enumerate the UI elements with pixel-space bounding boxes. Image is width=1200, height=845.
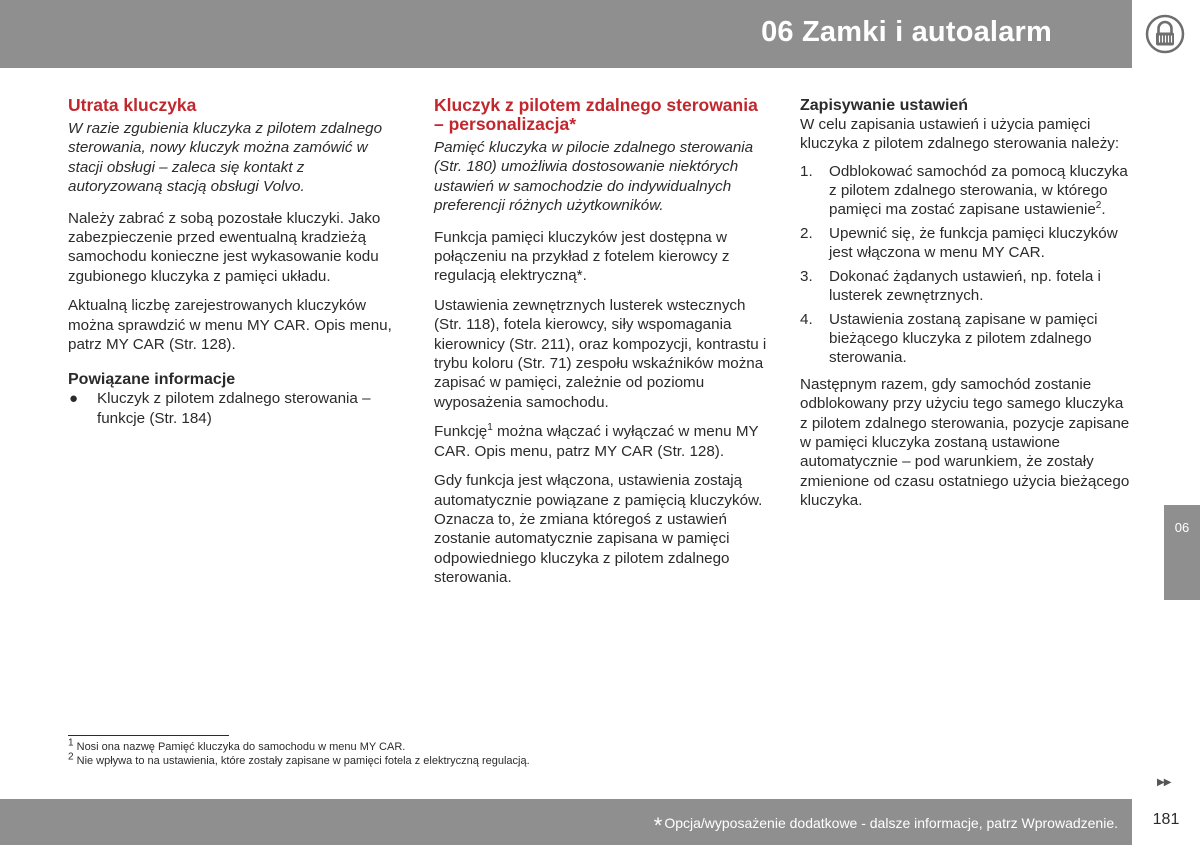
related-info-item-text: Kluczyk z pilotem zdalnego sterowania – funkcje (Str. 184) (97, 390, 371, 427)
step-text: Odblokować samochód za pomocą kluczyka z pilotem zdalnego sterowania, w którego pamięci ma zostać zapisane ustawienie (829, 162, 1128, 218)
optional-star-icon: * (653, 813, 663, 838)
step-item (800, 224, 1135, 262)
step-item (800, 162, 1135, 219)
paragraph-3-end: można włączać i wyłączać w menu MY CAR. Opis menu, patrz MY CAR (Str. 128). (434, 423, 759, 460)
footnote-number: 2 (68, 751, 74, 763)
related-info-heading: Powiązane informacje (68, 371, 236, 389)
footer-note (654, 813, 1118, 839)
step-number: 1. (800, 162, 813, 180)
personalization-paragraph-1: Funkcja pamięci kluczyków jest dostępna w połączeniu na przykład z fotelem kierowcy z regulacją elektryczną*. (434, 228, 730, 285)
footnote-2 (68, 751, 530, 768)
step-number: 4. (800, 310, 813, 328)
footnote-text: Nosi ona nazwę Pamięć kluczyka do samochodu w menu MY CAR. (73, 741, 406, 753)
paragraph-3-start: Funkcję (434, 423, 488, 441)
lost-key-paragraph-2: Aktualną liczbę zarejestrowanych kluczyków można sprawdzić w menu MY CAR. Opis menu, patrz MY CAR (Str. 128). (68, 297, 392, 354)
chapter-header (0, 0, 1132, 68)
step-text: Ustawienia zostaną zapisane w pamięci bieżącego kluczyka z pilotem zdalnego sterowania. (829, 310, 1098, 366)
step-number: 3. (800, 267, 813, 285)
footer-bar (0, 799, 1132, 845)
footnote-ref-2: 2 (1095, 199, 1102, 211)
side-tab-label: 06 (1174, 520, 1190, 535)
saving-settings-outro: Następnym razem, gdy samochód zostanie odblokowany przy użyciu tego samego kluczyka z pilotem zdalnego sterowania, pozycje zapisane w pamięci kluczyka zostaną ustawione automatycznie – pod warunkiem, że zostały zmienione od czasu ostatniego użycia bieżącego kluczyka. (800, 375, 1130, 510)
lock-icon (1145, 14, 1185, 54)
page-number-box (1132, 799, 1200, 845)
step-text: Dokonać żądanych ustawień, np. fotela i lusterek zewnętrznych. (829, 267, 1101, 304)
column-saving-settings (800, 96, 1135, 521)
chapter-icon-box (1132, 0, 1200, 68)
step-number: 2. (800, 224, 813, 242)
footnote-ref-1: 1 (487, 422, 493, 434)
section-heading-saving-settings: Zapisywanie ustawień (800, 97, 969, 114)
step-text: Upewnić się, że funkcja pamięci kluczyków jest włączona w menu MY CAR. (829, 224, 1118, 261)
chapter-side-tab[interactable] (1164, 505, 1200, 600)
footnote-text: Nie wpływa to na ustawienia, które zostały zapisane w pamięci fotela z elektryczną regulacją. (73, 755, 530, 767)
footnote-divider (68, 735, 229, 736)
bullet-dot-icon: ● (69, 390, 79, 408)
lost-key-paragraph-1: Należy zabrać z sobą pozostałe kluczyki. Jako zabezpieczenie przed ewentualną kradzieżą samochodu konieczne jest wykasowanie kodu zgubionego kluczyka z pamięci układu. (68, 209, 381, 285)
page-number: 181 (1152, 811, 1180, 828)
saving-steps-list (800, 162, 1135, 367)
personalization-paragraph-2: Ustawienia zewnętrznych lusterek wstecznych (Str. 118), fotela kierowcy, siły wspomagania kierownicy (Str. 211), oraz kompozycji, kontrastu i trybu koloru (Str. 71) zespołu wskaźników można zapisać w pamięci, zależnie od poziomu wyposażenia samochodu. (434, 296, 767, 411)
related-info-list (68, 389, 403, 428)
step-item (800, 310, 1135, 367)
step-item (800, 267, 1135, 305)
step-tail: . (1101, 200, 1106, 218)
double-chevron-right-icon[interactable]: ▶▶ (1157, 777, 1171, 788)
footnote-number: 1 (68, 737, 74, 749)
chapter-title: 06 Zamki i autoalarm (761, 16, 1052, 48)
saving-settings-intro: W celu zapisania ustawień i użycia pamięci kluczyka z pilotem zdalnego sterowania należy: (800, 116, 1120, 153)
section-heading-lost-key: Utrata kluczyka (68, 95, 197, 115)
lost-key-intro: W razie zgubienia kluczyka z pilotem zdalnego sterowania, nowy kluczyk można zamówić w stacji obsługi – zaleca się kontakt z autoryzowaną stacją obsługi Volvo. (68, 120, 383, 196)
column-personalization (434, 96, 769, 598)
personalization-intro: Pamięć kluczyka w pilocie zdalnego sterowania (Str. 180) umożliwia dostosowanie niektórych ustawień w samochodzie do indywidualnych preferencji różnych użytkowników. (434, 139, 754, 215)
footnotes (68, 737, 530, 768)
footnote-1 (68, 737, 530, 754)
related-info-item[interactable] (68, 389, 403, 428)
section-heading-personalization: Kluczyk z pilotem zdalnego sterowania – personalizacja* (434, 95, 758, 134)
column-lost-key (68, 96, 403, 428)
personalization-paragraph-4: Gdy funkcja jest włączona, ustawienia zostają automatycznie powiązane z pamięcią kluczyków. Oznacza to, że zmiana któregoś z ustawień zostanie automatycznie zapisana w pamięci odpowiedniego kluczyka z pilotem zdalnego sterowania. (434, 472, 763, 587)
personalization-paragraph-3 (434, 422, 769, 461)
footer-note-text: Opcja/wyposażenie dodatkowe - dalsze informacje, patrz Wprowadzenie. (664, 815, 1118, 831)
